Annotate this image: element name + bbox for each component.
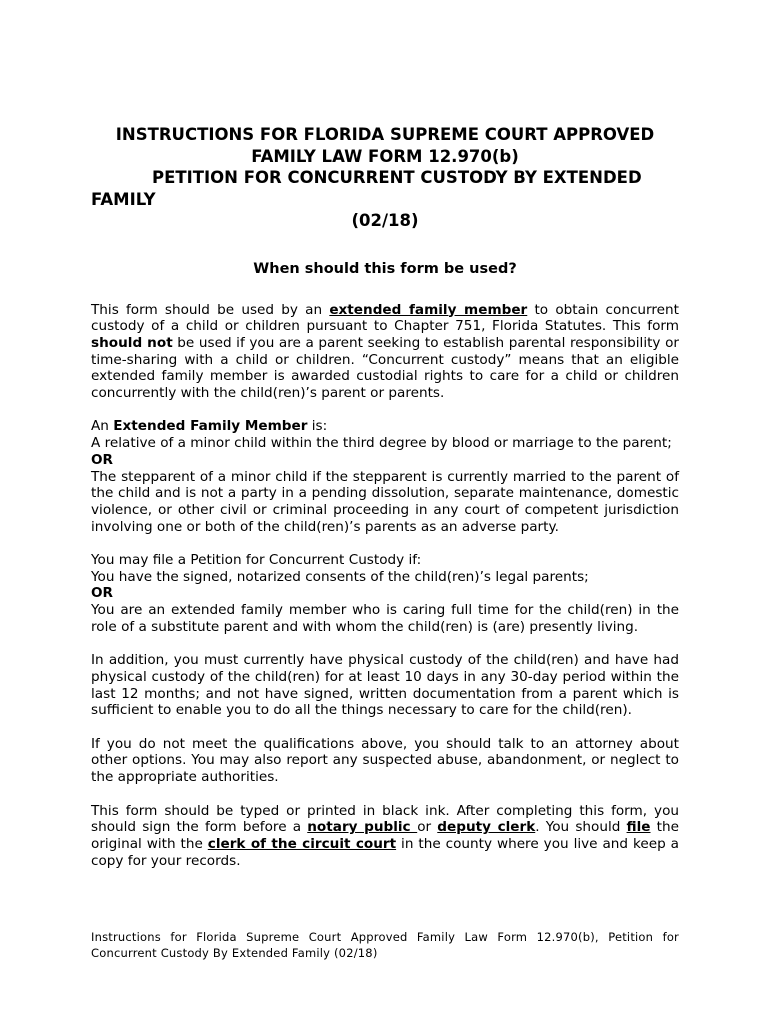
definition-intro-b: is:	[307, 418, 328, 435]
definition-relative: A relative of a minor child within the third degree by blood or marriage to the parent;	[91, 435, 672, 452]
purpose-text-b: to obtain concurrent custody of a child or children pursuant to Chapter 751, Florida Statutes. This form	[91, 301, 679, 335]
document-page	[91, 124, 679, 886]
purpose-paragraph	[91, 302, 679, 402]
definition-paragraph	[91, 418, 679, 535]
or-separator-2: OR	[91, 585, 114, 602]
filing-text-e: in the county where you live and keep a copy for your records.	[91, 835, 679, 869]
filing-text-b: or	[417, 819, 438, 836]
filing-paragraph	[91, 803, 679, 870]
eligibility-intro: You may file a Petition for Concurrent Custody if:	[91, 552, 422, 569]
title-line-1: INSTRUCTIONS FOR FLORIDA SUPREME COURT APPROVED	[115, 125, 655, 144]
term-extended-family-member: extended family member	[329, 301, 528, 318]
title-line-2: FAMILY LAW FORM 12.970(b)	[251, 146, 519, 166]
definition-intro-a: An	[91, 418, 114, 435]
term-notary-public: notary public	[307, 819, 418, 836]
purpose-text-a: This form should be used by an	[91, 301, 330, 318]
page-footer: Instructions for Florida Supreme Court Approved Family Law Form 12.970(b), Petition for Concurrent Custody By Extended Family (02/18)	[91, 930, 679, 960]
physical-custody-paragraph: In addition, you must currently have physical custody of the child(ren) and have had physical custody of the child(ren) for at least 10 days in any 30-day period within the last 12 months; and not have signed, written documentation from a parent which is sufficient to enable you to do all the things necessary to care for the child(ren).	[91, 652, 679, 719]
form-date: (02/18)	[351, 211, 419, 230]
eligibility-paragraph	[91, 552, 679, 636]
term-file: file	[626, 819, 651, 836]
qualifications-paragraph: If you do not meet the qualifications above, you should talk to an attorney about other options. You may also report any suspected abuse, abandonment, or neglect to the appropriate authorities.	[91, 735, 679, 786]
filing-text-a: This form should be typed or printed in black ink. After completing this form, you should sign the form before a	[91, 802, 679, 836]
filing-text-c: . You should	[535, 819, 627, 836]
eligibility-option-caregiver: You are an extended family member who is caring full time for the child(ren) in the role of a substitute parent and with whom the child(ren) is (are) presently living.	[91, 602, 679, 635]
definition-stepparent: The stepparent of a minor child if the stepparent is currently married to the parent of the child and is not a party in a pending dissolution, separate maintenance, domestic violence, or other civil or criminal proceeding in any court of competent jurisdiction involving one or both of the child(ren)’s parents as an adverse party.	[91, 468, 679, 535]
definition-intro	[91, 418, 679, 435]
filing-text-d: the original with the	[91, 819, 679, 852]
title-line-3: PETITION FOR CONCURRENT CUSTODY BY EXTENDED FAMILY	[91, 168, 642, 209]
term-clerk-of-circuit-court: clerk of the circuit court	[207, 835, 397, 852]
document-body	[91, 302, 679, 870]
purpose-text-c: be used if you are a parent seeking to establish parental responsibility or time-sharing with a child or children. “Concurrent custody” means that an eligible extended family member is awarded custodial rights to care for a child or children concurrently with the child(ren)’s parent or parents.	[91, 334, 679, 402]
eligibility-option-consent: You have the signed, notarized consents of the child(ren)’s legal parents;	[91, 568, 589, 585]
term-extended-family-member-bold: Extended Family Member	[113, 418, 308, 435]
should-not-emphasis: should not	[91, 334, 173, 351]
term-deputy-clerk: deputy clerk	[437, 819, 536, 836]
document-title	[91, 124, 679, 232]
section-heading: When should this form be used?	[253, 260, 517, 277]
or-separator-1: OR	[91, 451, 114, 468]
